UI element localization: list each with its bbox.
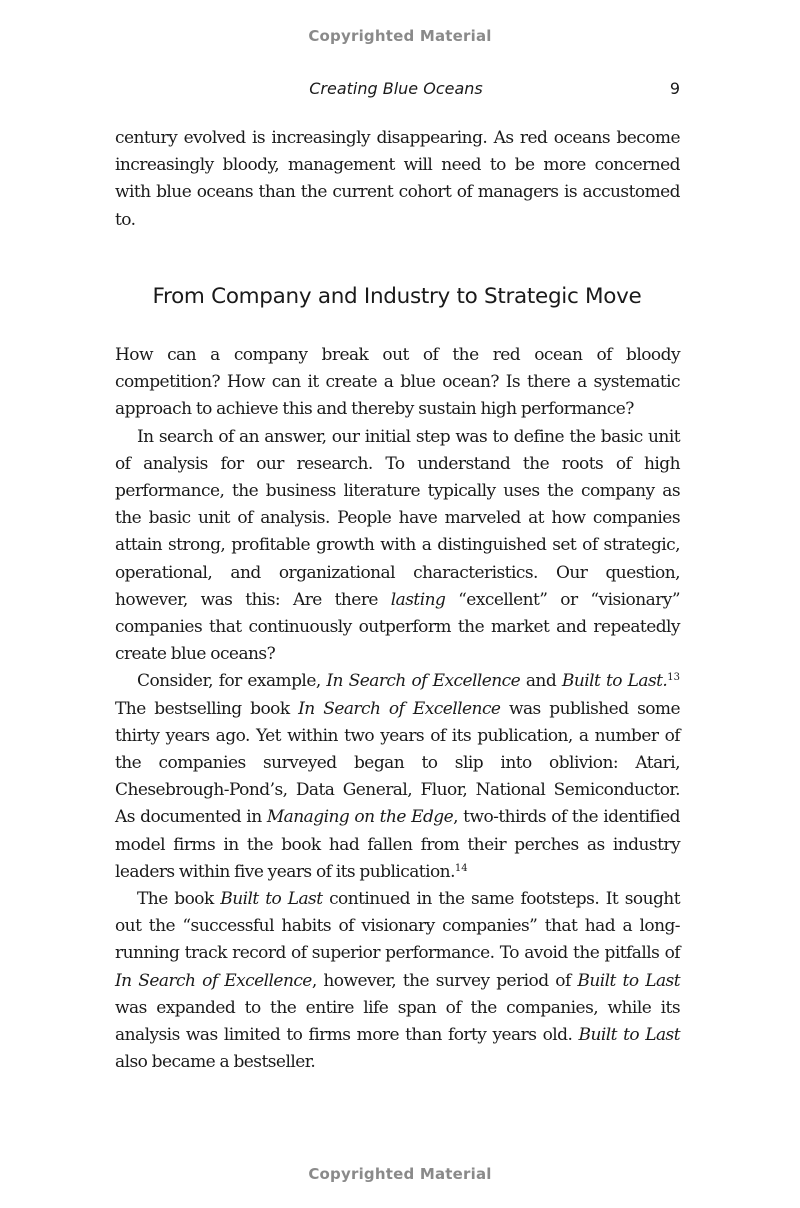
text-span: continued in the same footsteps. It sought out the “successful habits of visionary companies” that had a long-running track record of superior performance. To avoid the pitfalls of — [115, 889, 680, 964]
book-title: Managing on the Edge — [266, 807, 454, 828]
text-span: , two-thirds of the identified model firms in the book had fallen from their perches as industry leaders within five years of its publication. — [115, 807, 681, 882]
text-span: also became a bestseller. — [115, 1052, 316, 1073]
continued-paragraph: century evolved is increasingly disappearing. As red oceans become increasingly bloody, management will need to be more concerned with blue oceans than the current cohort of managers is accustomed to. — [115, 128, 680, 230]
book-title: Built to Last — [577, 970, 680, 991]
text-span: “excellent” or “visionary” companies that continuously outperform the market and repeatedly create blue oceans? — [115, 589, 680, 665]
footnote-marker: 14 — [454, 862, 468, 874]
text-span: , however, the survey period of — [311, 970, 578, 991]
book-title: In Search of Excellence — [115, 970, 312, 991]
copyright-watermark-bottom: Copyrighted Material — [308, 1165, 492, 1183]
text-span: The book — [137, 889, 221, 910]
section-heading: From Company and Industry to Strategic Move — [152, 284, 642, 309]
paragraph-3 — [115, 668, 680, 886]
continued-paragraph-block — [115, 125, 680, 234]
text-span: In search of an answer, our initial step was to define the basic unit of analysis for our research. To understand the roots of high performance, the business literature typically uses the company as the basic unit of analysis. People have marveled at how companies attain strong, profitable growth with a distinguished set of strategic, operational, and organizational characteristics. Our question, however, was this: Are there — [115, 426, 680, 610]
page-number: 9 — [669, 79, 680, 98]
book-title: Built to Last — [220, 889, 323, 910]
text-span: was published some thirty years ago. Yet within two years of its publication, a number of the companies surveyed began to slip into oblivion: Atari, Chesebrough-Pond’s, Data General, Fluor, National Semiconductor. As documented in — [115, 698, 681, 828]
running-title: Creating Blue Oceans — [309, 79, 483, 98]
paragraph-1: How can a company break out of the red ocean of bloody competition? How can it create a blue ocean? Is there a systematic approach to achieve this and thereby sustain high performance? — [115, 345, 680, 420]
book-title: In Search of Excellence — [298, 698, 501, 719]
text-span: was expanded to the entire life span of the companies, while its analysis was limited to firms more than forty years old. — [115, 997, 680, 1046]
paragraph-4 — [115, 886, 680, 1076]
text-span: Consider, for example, — [137, 671, 327, 692]
paragraph-2 — [115, 424, 680, 669]
section-body — [115, 342, 680, 1076]
book-title: In Search of Excellence — [326, 671, 521, 692]
running-header — [0, 79, 800, 101]
copyright-watermark-top: Copyrighted Material — [308, 27, 492, 45]
book-title: Built to Last — [578, 1025, 680, 1046]
italic-emphasis: lasting — [390, 589, 446, 610]
text-span: and — [520, 671, 562, 692]
footnote-marker: 13 — [667, 672, 680, 684]
text-span: The bestselling book — [115, 698, 299, 719]
book-title: Built to Last. — [561, 671, 668, 692]
